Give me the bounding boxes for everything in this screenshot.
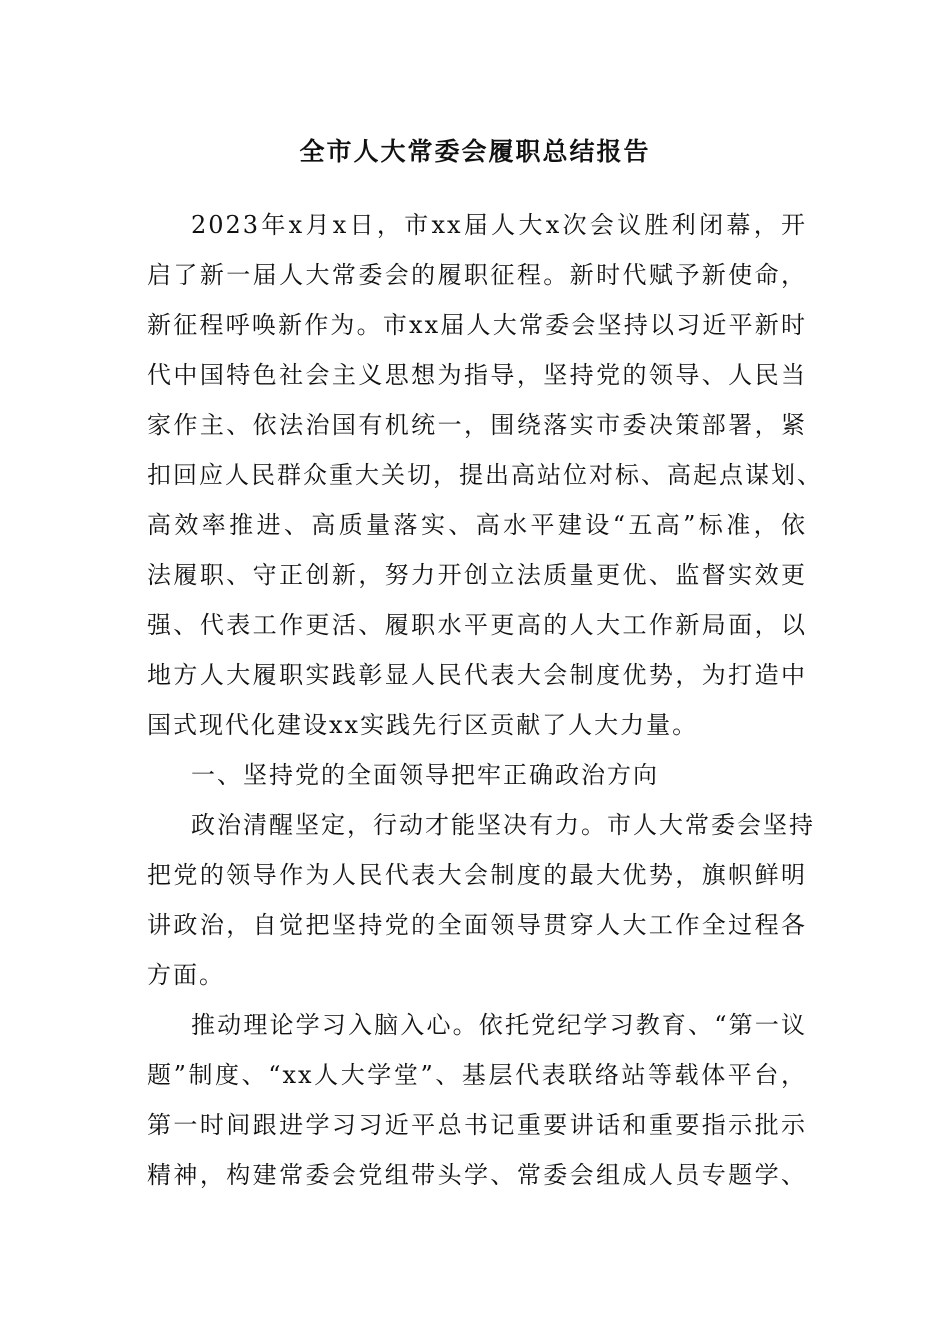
document-title: 全市人大常委会履职总结报告	[299, 137, 651, 166]
paragraph-line: 强、代表工作更活、履职水平更高的人大工作新局面，以	[147, 611, 807, 639]
paragraph-line: 高效率推进、高质量落实、高水平建设“五高”标准，依	[147, 511, 807, 539]
paragraph-line: 讲政治，自觉把坚持党的全面领导贯穿人大工作全过程各	[147, 911, 807, 939]
paragraph-line: 家作主、依法治国有机统一，围绕落实市委决策部署，紧	[147, 411, 807, 439]
paragraph-line: 新征程呼唤新作为。市xx届人大常委会坚持以习近平新时	[147, 311, 807, 339]
paragraph-line: 法履职、守正创新，努力开创立法质量更优、监督实效更	[147, 561, 807, 589]
paragraph-line: 2023年x月x日，市xx届人大x次会议胜利闭幕，开	[191, 211, 807, 239]
paragraph-line: 启了新一届人大常委会的履职征程。新时代赋予新使命，	[147, 261, 807, 289]
paragraph-line: 精神，构建常委会党组带头学、常委会组成人员专题学、	[147, 1161, 807, 1189]
paragraph-line: 政治清醒坚定，行动才能坚决有力。市人大常委会坚持	[191, 811, 815, 839]
paragraph-line: 扣回应人民群众重大关切，提出高站位对标、高起点谋划、	[147, 461, 823, 489]
paragraph-line: 方面。	[147, 961, 225, 989]
paragraph-political	[147, 800, 815, 1000]
paragraph-line: 推动理论学习入脑入心。依托党纪学习教育、“第一议	[191, 1011, 807, 1039]
paragraph-line: 题”制度、“xx人大学堂”、基层代表联络站等载体平台，	[147, 1061, 807, 1089]
paragraph-line: 地方人大履职实践彰显人民代表大会制度优势，为打造中	[147, 661, 807, 689]
paragraph-line: 国式现代化建设xx实践先行区贡献了人大力量。	[147, 711, 699, 739]
paragraph-line: 第一时间跟进学习习近平总书记重要讲话和重要指示批示	[147, 1111, 807, 1139]
paragraph-line: 把党的领导作为人民代表大会制度的最大优势，旗帜鲜明	[147, 861, 807, 889]
section-heading-text: 一、坚持党的全面领导把牢正确政治方向	[191, 761, 659, 789]
paragraph-line: 代中国特色社会主义思想为指导，坚持党的领导、人民当	[147, 361, 807, 389]
section-heading	[147, 750, 807, 800]
paragraph-theory-study	[147, 1000, 807, 1200]
paragraph-intro	[147, 200, 823, 750]
